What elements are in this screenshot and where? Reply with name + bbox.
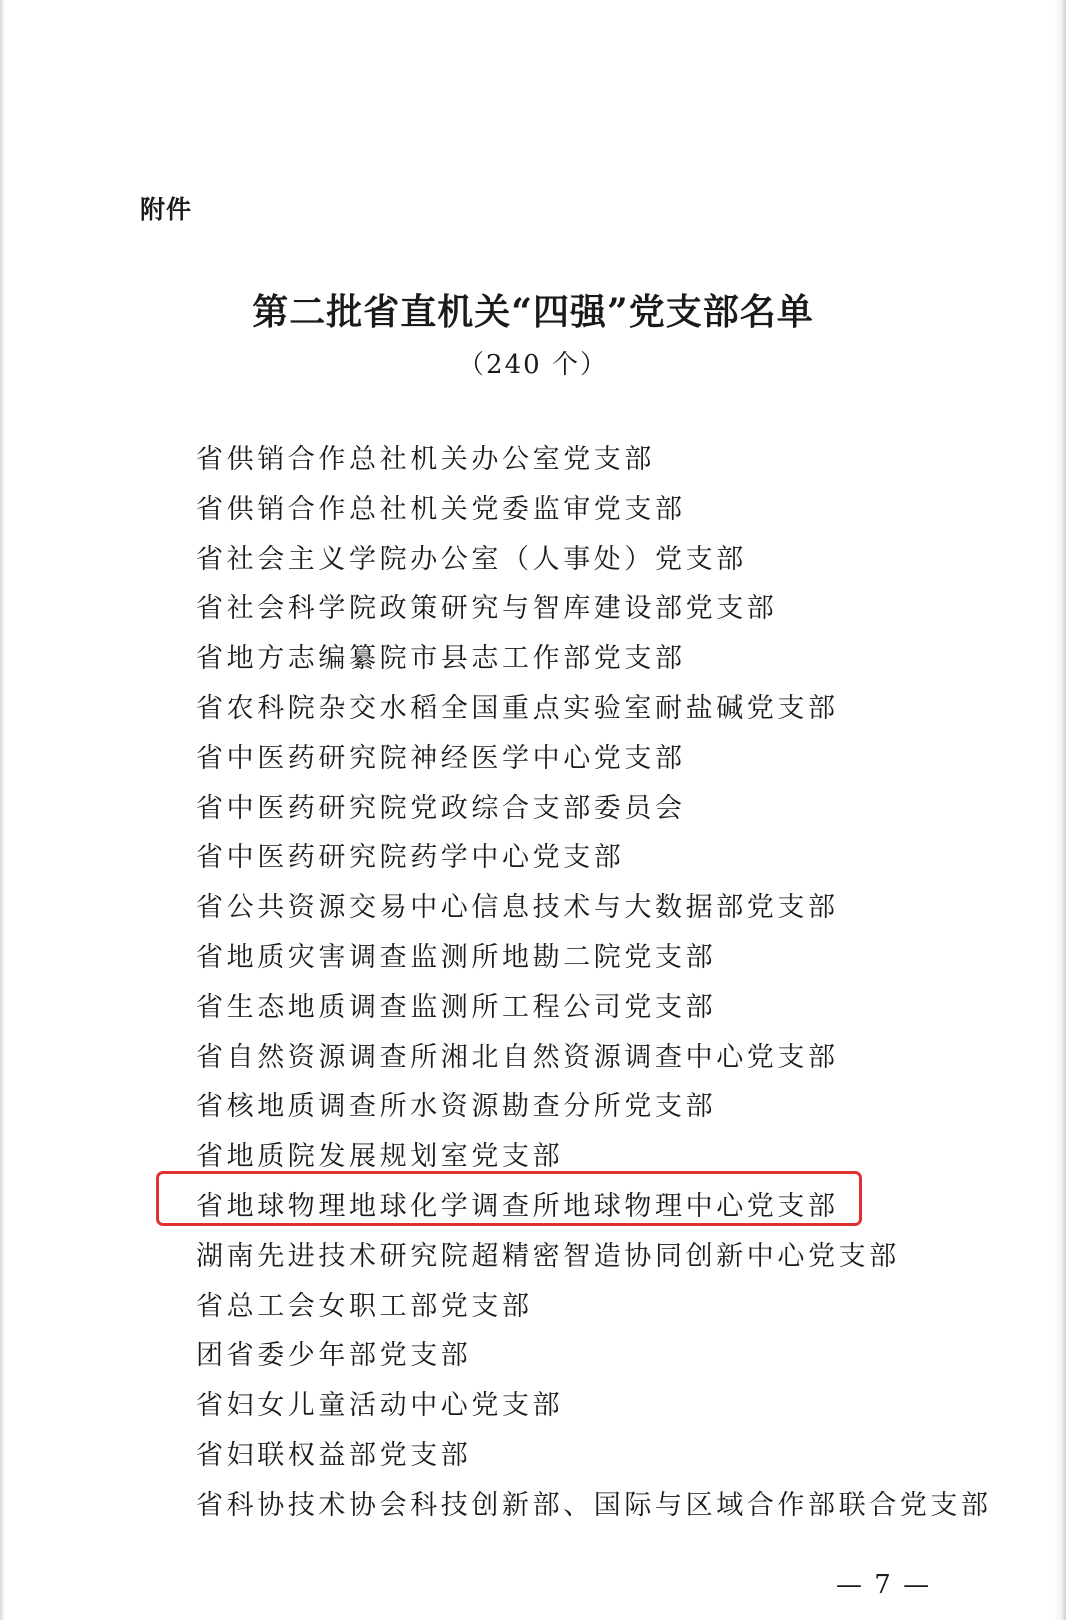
list-item: 省供销合作总社机关党委监审党支部 bbox=[196, 493, 686, 525]
party-branch-list bbox=[196, 435, 992, 1531]
list-item: 省中医药研究院药学中心党支部 bbox=[196, 842, 625, 874]
list-item: 省农科院杂交水稻全国重点实验室耐盐碱党支部 bbox=[196, 692, 839, 724]
list-item: 省社会主义学院办公室（人事处）党支部 bbox=[196, 543, 747, 575]
list-item: 省社会科学院政策研究与智库建设部党支部 bbox=[196, 593, 778, 625]
list-item: 省自然资源调查所湘北自然资源调查中心党支部 bbox=[196, 1041, 839, 1073]
list-item: 省公共资源交易中心信息技术与大数据部党支部 bbox=[196, 892, 839, 924]
highlight-box bbox=[156, 1171, 862, 1226]
list-item: 省生态地质调查监测所工程公司党支部 bbox=[196, 991, 717, 1023]
page-number: — 7 — bbox=[836, 1570, 932, 1600]
list-item: 省核地质调查所水资源勘查分所党支部 bbox=[196, 1091, 717, 1123]
list-item: 省妇女儿童活动中心党支部 bbox=[196, 1390, 564, 1422]
list-item: 省科协技术协会科技创新部、国际与区域合作部联合党支部 bbox=[196, 1489, 992, 1521]
list-item: 省中医药研究院神经医学中心党支部 bbox=[196, 742, 686, 774]
attachment-label: 附件 bbox=[140, 195, 193, 224]
document-title: 第二批省直机关“四强”党支部名单 bbox=[252, 291, 814, 333]
list-item: 省总工会女职工部党支部 bbox=[196, 1290, 533, 1322]
list-item: 省供销合作总社机关办公室党支部 bbox=[196, 444, 655, 475]
list-item-highlighted: 省地球物理地球化学调查所地球物理中心党支部 bbox=[196, 1190, 839, 1222]
list-item: 省地方志编纂院市县志工作部党支部 bbox=[196, 643, 686, 675]
list-item: 省地质灾害调查监测所地勘二院党支部 bbox=[196, 941, 717, 973]
page-edge-shadow-left bbox=[0, 0, 5, 1620]
page-edge-shadow-right bbox=[1054, 0, 1066, 1620]
list-item: 省中医药研究院党政综合支部委员会 bbox=[196, 792, 686, 824]
list-item: 省妇联权益部党支部 bbox=[196, 1439, 472, 1471]
list-item: 省地质院发展规划室党支部 bbox=[196, 1141, 564, 1173]
list-item: 湖南先进技术研究院超精密智造协同创新中心党支部 bbox=[196, 1240, 900, 1272]
list-item: 团省委少年部党支部 bbox=[196, 1340, 472, 1372]
document-subtitle: （240 个） bbox=[458, 350, 608, 380]
